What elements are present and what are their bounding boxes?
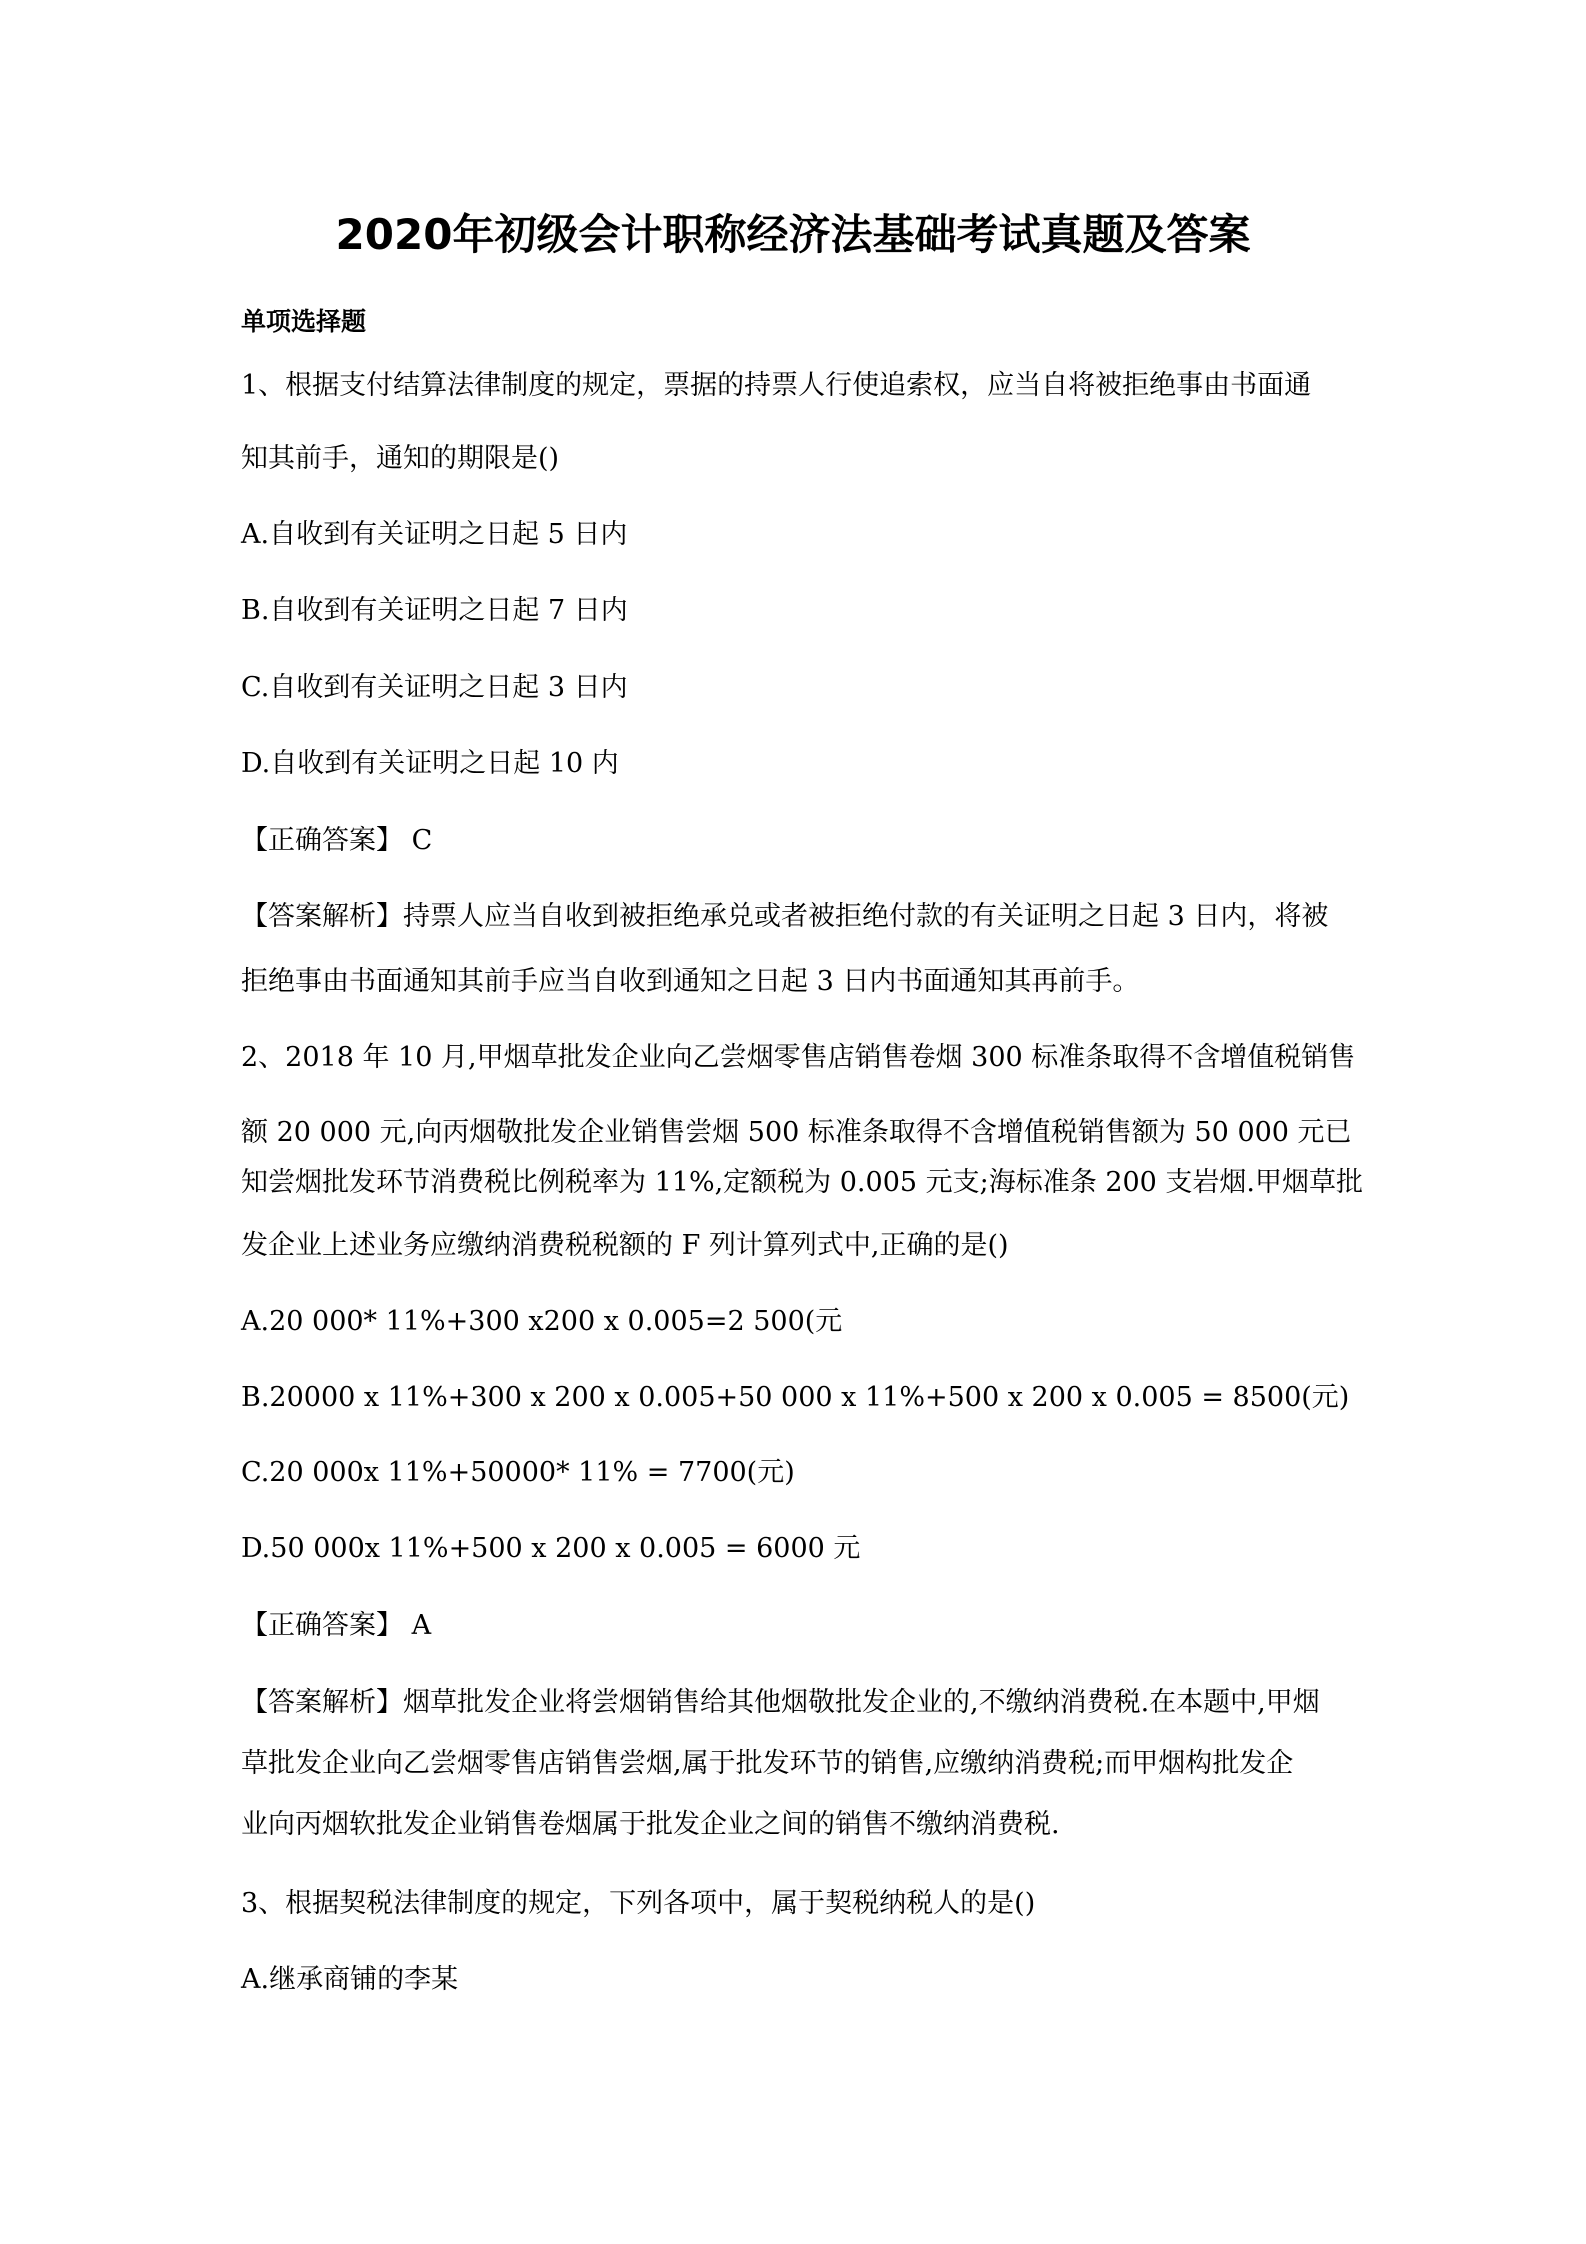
q1-explanation-line-2: 拒绝事由书面通知其前手应当自收到通知之日起 3 日内书面通知其再前手。 <box>241 966 1140 997</box>
q2-stem-line-1: 2、2018 年 10 月,甲烟草批发企业向乙尝烟零售店销售卷烟 300 标准条取得不含增值税销售 <box>241 1042 1356 1073</box>
q1-option-b: B.自收到有关证明之日起 7 日内 <box>241 595 628 626</box>
q1-stem-line-1: 1、根据支付结算法律制度的规定，票据的持票人行使追索权，应当自将被拒绝事由书面通 <box>241 370 1312 401</box>
q1-option-c: C.自收到有关证明之日起 3 日内 <box>241 672 628 703</box>
q2-option-a: A.20 000* 11%+300 x200 x 0.005=2 500(元 <box>241 1306 843 1337</box>
q1-answer: 【正确答案】 C <box>241 825 433 856</box>
q3-option-a: A.继承商铺的李某 <box>241 1964 459 1995</box>
q2-stem-line-3: 知尝烟批发环节消费税比例税率为 11%,定额税为 0.005 元支;海标准条 200 支岩烟.甲烟草批 <box>241 1167 1364 1198</box>
q2-stem-line-4: 发企业上述业务应缴纳消费税税额的 F 列计算列式中,正确的是() <box>241 1230 1009 1261</box>
q1-explanation-line-1: 【答案解析】持票人应当自收到被拒绝承兑或者被拒绝付款的有关证明之日起 3 日内，将被 <box>241 901 1329 932</box>
q2-stem-line-2: 额 20 000 元,向丙烟敬批发企业销售尝烟 500 标准条取得不含增值税销售额为 50 000 元已 <box>241 1117 1352 1148</box>
section-heading: 单项选择题 <box>241 307 367 336</box>
q2-explanation-line-3: 业向丙烟软批发企业销售卷烟属于批发企业之间的销售不缴纳消费税. <box>241 1809 1060 1840</box>
q2-answer: 【正确答案】 A <box>241 1610 432 1641</box>
q2-option-d: D.50 000x 11%+500 x 200 x 0.005 = 6000 元 <box>241 1533 861 1564</box>
q2-explanation-line-2: 草批发企业向乙尝烟零售店销售尝烟,属于批发环节的销售,应缴纳消费税;而甲烟构批发企 <box>241 1748 1294 1779</box>
document-title: 2020年初级会计职称经济法基础考试真题及答案 <box>335 210 1251 259</box>
q2-explanation-line-1: 【答案解析】烟草批发企业将尝烟销售给其他烟敬批发企业的,不缴纳消费税.在本题中,甲烟 <box>241 1687 1320 1718</box>
q2-option-b: B.20000 x 11%+300 x 200 x 0.005+50 000 x 11%+500 x 200 x 0.005 = 8500(元) <box>241 1382 1350 1413</box>
q1-option-a: A.自收到有关证明之日起 5 日内 <box>241 519 628 550</box>
q2-option-c: C.20 000x 11%+50000* 11% = 7700(元) <box>241 1457 795 1488</box>
q1-stem-line-2: 知其前手，通知的期限是() <box>241 443 560 474</box>
q3-stem: 3、根据契税法律制度的规定，下列各项中，属于契税纳税人的是() <box>241 1888 1036 1919</box>
q1-option-d: D.自收到有关证明之日起 10 内 <box>241 748 619 779</box>
